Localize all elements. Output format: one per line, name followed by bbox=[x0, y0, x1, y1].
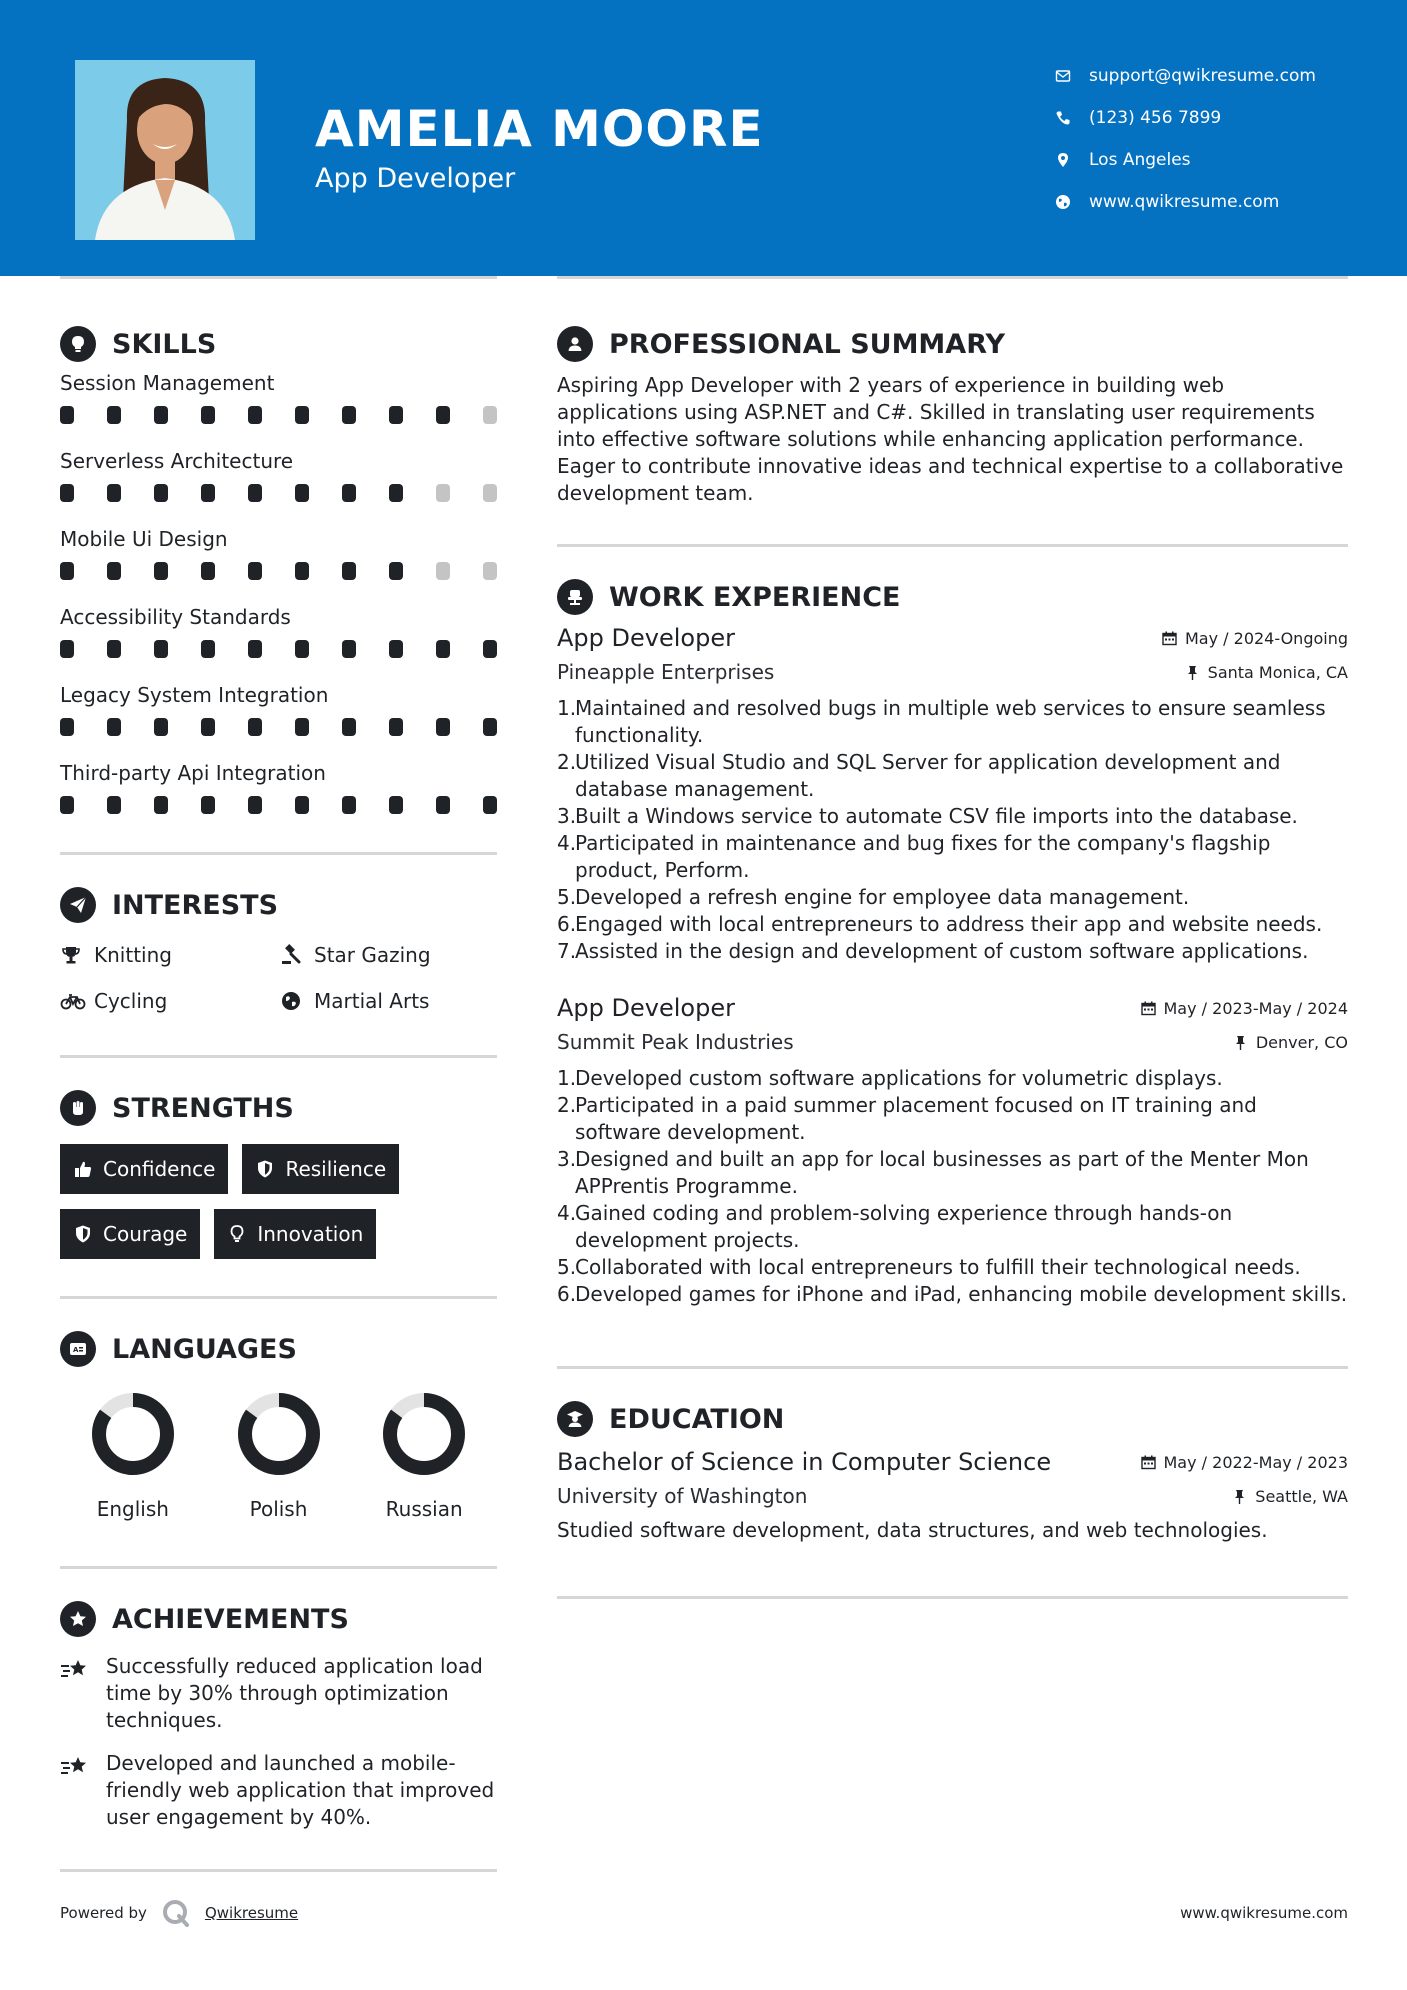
skill-item bbox=[60, 446, 497, 520]
job-subheader bbox=[557, 1025, 1348, 1059]
job-bullet bbox=[557, 1092, 1348, 1146]
skill-dot-filled bbox=[389, 796, 403, 814]
bullet-text: Collaborated with local entrepreneurs to fulfill their technological needs. bbox=[575, 1255, 1301, 1279]
interests-title: INTERESTS bbox=[112, 889, 279, 921]
languages-title: LANGUAGES bbox=[112, 1333, 297, 1365]
skill-name: Accessibility Standards bbox=[60, 605, 291, 629]
skill-dot-filled bbox=[60, 562, 74, 580]
bullet-text: Assisted in the design and development of custom software applications. bbox=[575, 939, 1309, 963]
right-column bbox=[557, 276, 1348, 1599]
interest-label: Knitting bbox=[94, 943, 172, 967]
skill-dot-filled bbox=[436, 718, 450, 736]
achievements-heading bbox=[60, 1599, 497, 1639]
powered-by-text: Powered by bbox=[60, 1904, 147, 1922]
skill-dot-filled bbox=[483, 796, 497, 814]
achievements-title: ACHIEVEMENTS bbox=[112, 1603, 349, 1635]
skill-dot-filled bbox=[342, 718, 356, 736]
skill-level-dots bbox=[60, 710, 497, 754]
job-company: Summit Peak Industries bbox=[557, 1030, 794, 1054]
bullet-text: Designed and built an app for local businesses as part of the Menter Mon APPrentis Programme. bbox=[575, 1147, 1309, 1198]
job-bullet bbox=[557, 1281, 1348, 1308]
job-bullet bbox=[557, 1200, 1348, 1254]
education-subheader bbox=[557, 1479, 1348, 1513]
map-pin-icon bbox=[1055, 152, 1089, 168]
bullet-number: 3. bbox=[557, 804, 577, 828]
contact-location-text: Los Angeles bbox=[1089, 150, 1191, 170]
pushpin-icon bbox=[1232, 1489, 1247, 1504]
job-header bbox=[557, 621, 1348, 655]
bullet-text: Utilized Visual Studio and SQL Server for application development and database management. bbox=[575, 750, 1281, 801]
bullet-number: 5. bbox=[557, 1255, 577, 1279]
skill-dot-filled bbox=[154, 406, 168, 424]
globe-icon bbox=[280, 990, 314, 1012]
job-bullets bbox=[557, 695, 1348, 965]
experience-title: WORK EXPERIENCE bbox=[609, 581, 901, 613]
divider bbox=[557, 544, 1348, 547]
language-item bbox=[206, 1389, 352, 1521]
footer-powered-by bbox=[60, 1898, 298, 1928]
bullet-number: 4. bbox=[557, 831, 577, 855]
skill-dot-filled bbox=[60, 484, 74, 502]
bullet-number: 4. bbox=[557, 1201, 577, 1225]
job-bullet bbox=[557, 830, 1348, 884]
bullet-text: Engaged with local entrepreneurs to address their app and website needs. bbox=[575, 912, 1323, 936]
skill-dot-filled bbox=[201, 406, 215, 424]
bullet-text: Developed games for iPhone and iPad, enhancing mobile development skills. bbox=[575, 1282, 1348, 1306]
bullet-number: 2. bbox=[557, 1093, 577, 1117]
divider bbox=[60, 1566, 497, 1569]
strengths-list bbox=[60, 1144, 497, 1259]
interests-section bbox=[60, 885, 497, 1017]
bullet-number: 1. bbox=[557, 1066, 577, 1090]
bullet-number: 2. bbox=[557, 750, 577, 774]
globe-icon bbox=[1055, 194, 1089, 210]
skill-dot-filled bbox=[342, 640, 356, 658]
contact-email-text: support@qwikresume.com bbox=[1089, 66, 1316, 86]
divider bbox=[60, 1055, 497, 1058]
skill-level-dots bbox=[60, 554, 497, 598]
left-column bbox=[60, 276, 497, 1872]
skill-dot-filled bbox=[389, 562, 403, 580]
user-icon bbox=[557, 326, 593, 362]
skills-list bbox=[60, 368, 497, 832]
language-proficiency-ring bbox=[379, 1389, 469, 1479]
experience-heading bbox=[557, 577, 1348, 617]
job-location-text: Santa Monica, CA bbox=[1207, 662, 1348, 682]
divider bbox=[557, 276, 1348, 279]
summary-heading bbox=[557, 324, 1348, 364]
job-bullet bbox=[557, 803, 1348, 830]
strength-label: Confidence bbox=[103, 1157, 216, 1181]
interest-item bbox=[60, 985, 280, 1017]
skill-dot-filled bbox=[248, 484, 262, 502]
contact-phone-text: (123) 456 7899 bbox=[1089, 108, 1222, 128]
skill-dot-filled bbox=[342, 406, 356, 424]
skill-dot-filled bbox=[342, 562, 356, 580]
skill-dot-filled bbox=[389, 718, 403, 736]
divider bbox=[60, 276, 497, 279]
paper-plane-icon bbox=[60, 887, 96, 923]
skill-item bbox=[60, 524, 497, 598]
skill-dot-filled bbox=[342, 796, 356, 814]
footer-website[interactable]: www.qwikresume.com bbox=[1180, 1904, 1348, 1922]
skill-dot-filled bbox=[154, 484, 168, 502]
shield-icon bbox=[255, 1159, 275, 1179]
job-dates-text: May / 2023-May / 2024 bbox=[1163, 998, 1348, 1018]
skill-dot-empty bbox=[436, 562, 450, 580]
bullet-text: Maintained and resolved bugs in multiple web services to ensure seamless functionality. bbox=[575, 696, 1326, 747]
skill-level-dots bbox=[60, 788, 497, 832]
svg-text:A: A bbox=[73, 1346, 79, 1354]
skill-dot-empty bbox=[483, 484, 497, 502]
strength-chip bbox=[60, 1209, 200, 1259]
job-bullet bbox=[557, 884, 1348, 911]
skill-dot-filled bbox=[201, 796, 215, 814]
job-entry bbox=[557, 621, 1348, 965]
job-company: Pineapple Enterprises bbox=[557, 660, 775, 684]
job-subheader bbox=[557, 655, 1348, 689]
bullet-text: Developed a refresh engine for employee data management. bbox=[575, 885, 1190, 909]
skill-name: Third-party Api Integration bbox=[60, 761, 326, 785]
skill-item bbox=[60, 368, 497, 442]
language-proficiency-ring bbox=[88, 1389, 178, 1479]
interest-label: Martial Arts bbox=[314, 989, 430, 1013]
job-dates-text: May / 2024-Ongoing bbox=[1185, 628, 1348, 648]
qwikresume-logo-icon bbox=[161, 1898, 191, 1928]
interest-item bbox=[280, 985, 497, 1017]
skill-dot-filled bbox=[295, 406, 309, 424]
skill-dot-empty bbox=[436, 484, 450, 502]
skill-dot-filled bbox=[60, 640, 74, 658]
job-location-text: Denver, CO bbox=[1255, 1032, 1348, 1052]
job-header bbox=[557, 991, 1348, 1025]
skill-name: Serverless Architecture bbox=[60, 449, 294, 473]
contact-website[interactable] bbox=[1055, 181, 1395, 223]
bullet-number: 6. bbox=[557, 912, 577, 936]
job-dates bbox=[1141, 999, 1349, 1018]
divider bbox=[60, 1296, 497, 1299]
languages-section bbox=[60, 1329, 497, 1521]
bullet-text: Participated in maintenance and bug fixes for the company's flagship product, Perform. bbox=[575, 831, 1271, 882]
strength-label: Innovation bbox=[257, 1222, 364, 1246]
profile-photo bbox=[75, 60, 255, 240]
bullet-number: 6. bbox=[557, 1282, 577, 1306]
briefcase-chair-icon bbox=[557, 579, 593, 615]
gavel-icon bbox=[280, 944, 314, 966]
skill-dot-filled bbox=[342, 484, 356, 502]
summary-text: Aspiring App Developer with 2 years of experience in building web applications using ASP.NET and C#. Skilled in translating user requirements into effective software solutions while enhancing application performance. Eager to contribute innovative ideas and technical expertise to a collaborative development team. bbox=[557, 373, 1344, 505]
skill-dot-filled bbox=[60, 718, 74, 736]
bullet-number: 7. bbox=[557, 939, 577, 963]
education-school: University of Washington bbox=[557, 1484, 808, 1508]
skill-dot-filled bbox=[154, 562, 168, 580]
education-dates-text: May / 2022-May / 2023 bbox=[1163, 1452, 1348, 1472]
thumbs-up-icon bbox=[73, 1159, 93, 1179]
graduate-icon bbox=[557, 1401, 593, 1437]
strength-label: Courage bbox=[103, 1222, 188, 1246]
skill-dot-filled bbox=[201, 562, 215, 580]
language-item bbox=[351, 1389, 497, 1521]
skill-dot-filled bbox=[201, 640, 215, 658]
qwikresume-link[interactable]: Qwikresume bbox=[204, 1904, 299, 1922]
lightbulb-icon bbox=[60, 326, 96, 362]
interest-item bbox=[280, 939, 497, 971]
bullet-text: Developed custom software applications for volumetric displays. bbox=[575, 1066, 1223, 1090]
interests-list bbox=[60, 939, 497, 1017]
job-bullet bbox=[557, 749, 1348, 803]
job-bullet bbox=[557, 911, 1348, 938]
skills-title: SKILLS bbox=[112, 328, 217, 360]
skill-dot-filled bbox=[436, 406, 450, 424]
achievement-text: Developed and launched a mobile-friendly web application that improved user engagement by 40%. bbox=[106, 1751, 495, 1829]
education-location-text: Seattle, WA bbox=[1255, 1486, 1348, 1506]
skill-dot-filled bbox=[436, 796, 450, 814]
skill-level-dots bbox=[60, 398, 497, 442]
skill-dot-filled bbox=[295, 562, 309, 580]
skill-dot-filled bbox=[60, 796, 74, 814]
job-bullets bbox=[557, 1065, 1348, 1308]
skill-dot-filled bbox=[107, 484, 121, 502]
skill-dot-filled bbox=[389, 640, 403, 658]
skill-dot-filled bbox=[295, 718, 309, 736]
skill-dot-filled bbox=[295, 796, 309, 814]
skill-dot-filled bbox=[436, 640, 450, 658]
education-section bbox=[557, 1399, 1348, 1544]
divider bbox=[557, 1366, 1348, 1369]
envelope-icon bbox=[1055, 68, 1089, 84]
education-location bbox=[1232, 1487, 1348, 1506]
strengths-title: STRENGTHS bbox=[112, 1092, 294, 1124]
pushpin-icon bbox=[1185, 665, 1200, 680]
skill-dot-filled bbox=[107, 718, 121, 736]
experience-section bbox=[557, 577, 1348, 1308]
language-name: English bbox=[96, 1497, 169, 1521]
skill-dot-filled bbox=[483, 640, 497, 658]
skill-dot-filled bbox=[248, 718, 262, 736]
contact-email[interactable] bbox=[1055, 55, 1395, 97]
job-title: App Developer bbox=[557, 994, 735, 1022]
star-badge-icon bbox=[60, 1601, 96, 1637]
skill-level-dots bbox=[60, 476, 497, 520]
job-bullet bbox=[557, 695, 1348, 749]
achievement-item bbox=[60, 1750, 497, 1831]
bullet-number: 5. bbox=[557, 885, 577, 909]
skill-level-dots bbox=[60, 632, 497, 676]
skill-dot-filled bbox=[107, 406, 121, 424]
contact-location bbox=[1055, 139, 1395, 181]
skill-dot-filled bbox=[154, 796, 168, 814]
shield-icon bbox=[73, 1224, 93, 1244]
skill-dot-filled bbox=[201, 718, 215, 736]
strength-label: Resilience bbox=[285, 1157, 387, 1181]
divider bbox=[557, 1596, 1348, 1599]
bullet-number: 3. bbox=[557, 1147, 577, 1171]
skill-name: Legacy System Integration bbox=[60, 683, 329, 707]
strengths-section bbox=[60, 1088, 497, 1259]
skill-dot-filled bbox=[389, 406, 403, 424]
skill-dot-filled bbox=[107, 796, 121, 814]
bullet-text: Gained coding and problem-solving experience through hands-on development projects. bbox=[575, 1201, 1233, 1252]
language-card-icon bbox=[60, 1331, 96, 1367]
job-bullet bbox=[557, 1065, 1348, 1092]
interest-item bbox=[60, 939, 280, 971]
strength-chip bbox=[242, 1144, 399, 1194]
job-location bbox=[1233, 1033, 1348, 1052]
phone-icon bbox=[1055, 110, 1089, 126]
summary-title: PROFESSIONAL SUMMARY bbox=[609, 328, 1006, 360]
language-item bbox=[60, 1389, 206, 1521]
resume-header bbox=[0, 0, 1407, 276]
skill-item bbox=[60, 602, 497, 676]
job-bullet bbox=[557, 938, 1348, 965]
job-location bbox=[1185, 663, 1348, 682]
education-degree: Bachelor of Science in Computer Science bbox=[557, 1448, 1052, 1476]
skill-dot-filled bbox=[154, 640, 168, 658]
skill-name: Session Management bbox=[60, 371, 275, 395]
skill-dot-filled bbox=[248, 640, 262, 658]
bullet-text: Built a Windows service to automate CSV file imports into the database. bbox=[575, 804, 1298, 828]
skill-item bbox=[60, 680, 497, 754]
shooting-star-icon bbox=[60, 1653, 106, 1734]
calendar-icon bbox=[1141, 1001, 1156, 1016]
skill-dot-filled bbox=[154, 718, 168, 736]
skill-dot-filled bbox=[60, 406, 74, 424]
language-proficiency-ring bbox=[234, 1389, 324, 1479]
job-dates bbox=[1162, 629, 1348, 648]
summary-section bbox=[557, 324, 1348, 507]
skill-dot-filled bbox=[107, 562, 121, 580]
skills-section bbox=[60, 324, 497, 832]
calendar-icon bbox=[1141, 1455, 1156, 1470]
candidate-name: AMELIA MOORE bbox=[315, 100, 764, 158]
achievement-item bbox=[60, 1653, 497, 1734]
skills-heading bbox=[60, 324, 497, 364]
languages-heading bbox=[60, 1329, 497, 1369]
language-name: Russian bbox=[385, 1497, 463, 1521]
skill-dot-filled bbox=[389, 484, 403, 502]
job-bullet bbox=[557, 1254, 1348, 1281]
lightbulb-icon bbox=[227, 1224, 247, 1244]
achievement-text: Successfully reduced application load time by 30% through optimization techniques. bbox=[106, 1654, 483, 1732]
divider bbox=[60, 852, 497, 855]
interest-label: Cycling bbox=[94, 989, 168, 1013]
strengths-heading bbox=[60, 1088, 497, 1128]
bullet-number: 1. bbox=[557, 696, 577, 720]
languages-list bbox=[60, 1389, 497, 1521]
language-name: Polish bbox=[249, 1497, 308, 1521]
contact-website-text: www.qwikresume.com bbox=[1089, 192, 1280, 212]
education-heading bbox=[557, 1399, 1348, 1439]
job-bullet bbox=[557, 1146, 1348, 1200]
trophy-icon bbox=[60, 944, 94, 966]
interests-heading bbox=[60, 885, 497, 925]
skill-dot-filled bbox=[248, 796, 262, 814]
skill-dot-filled bbox=[201, 484, 215, 502]
skill-dot-filled bbox=[248, 562, 262, 580]
education-description: Studied software development, data structures, and web technologies. bbox=[557, 1518, 1268, 1542]
skill-dot-filled bbox=[295, 484, 309, 502]
skill-name: Mobile Ui Design bbox=[60, 527, 228, 551]
job-title: App Developer bbox=[557, 624, 735, 652]
skill-dot-empty bbox=[483, 406, 497, 424]
interest-label: Star Gazing bbox=[314, 943, 431, 967]
achievements-section bbox=[60, 1599, 497, 1831]
bicycle-icon bbox=[60, 990, 94, 1012]
bullet-text: Participated in a paid summer placement focused on IT training and software development. bbox=[575, 1093, 1257, 1144]
education-title: EDUCATION bbox=[609, 1403, 785, 1435]
education-header bbox=[557, 1445, 1348, 1479]
pushpin-icon bbox=[1233, 1035, 1248, 1050]
strength-chip bbox=[214, 1209, 376, 1259]
education-dates bbox=[1141, 1453, 1349, 1472]
skill-dot-filled bbox=[295, 640, 309, 658]
skill-dot-empty bbox=[483, 562, 497, 580]
calendar-icon bbox=[1162, 631, 1177, 646]
candidate-title: App Developer bbox=[315, 163, 516, 194]
raised-fist-icon bbox=[60, 1090, 96, 1126]
skill-dot-filled bbox=[483, 718, 497, 736]
contact-list bbox=[1055, 55, 1395, 223]
skill-dot-filled bbox=[107, 640, 121, 658]
contact-phone[interactable] bbox=[1055, 97, 1395, 139]
strength-chip bbox=[60, 1144, 228, 1194]
skill-item bbox=[60, 758, 497, 832]
skill-dot-filled bbox=[248, 406, 262, 424]
job-entry bbox=[557, 991, 1348, 1308]
shooting-star-icon bbox=[60, 1750, 106, 1831]
divider bbox=[60, 1869, 497, 1872]
